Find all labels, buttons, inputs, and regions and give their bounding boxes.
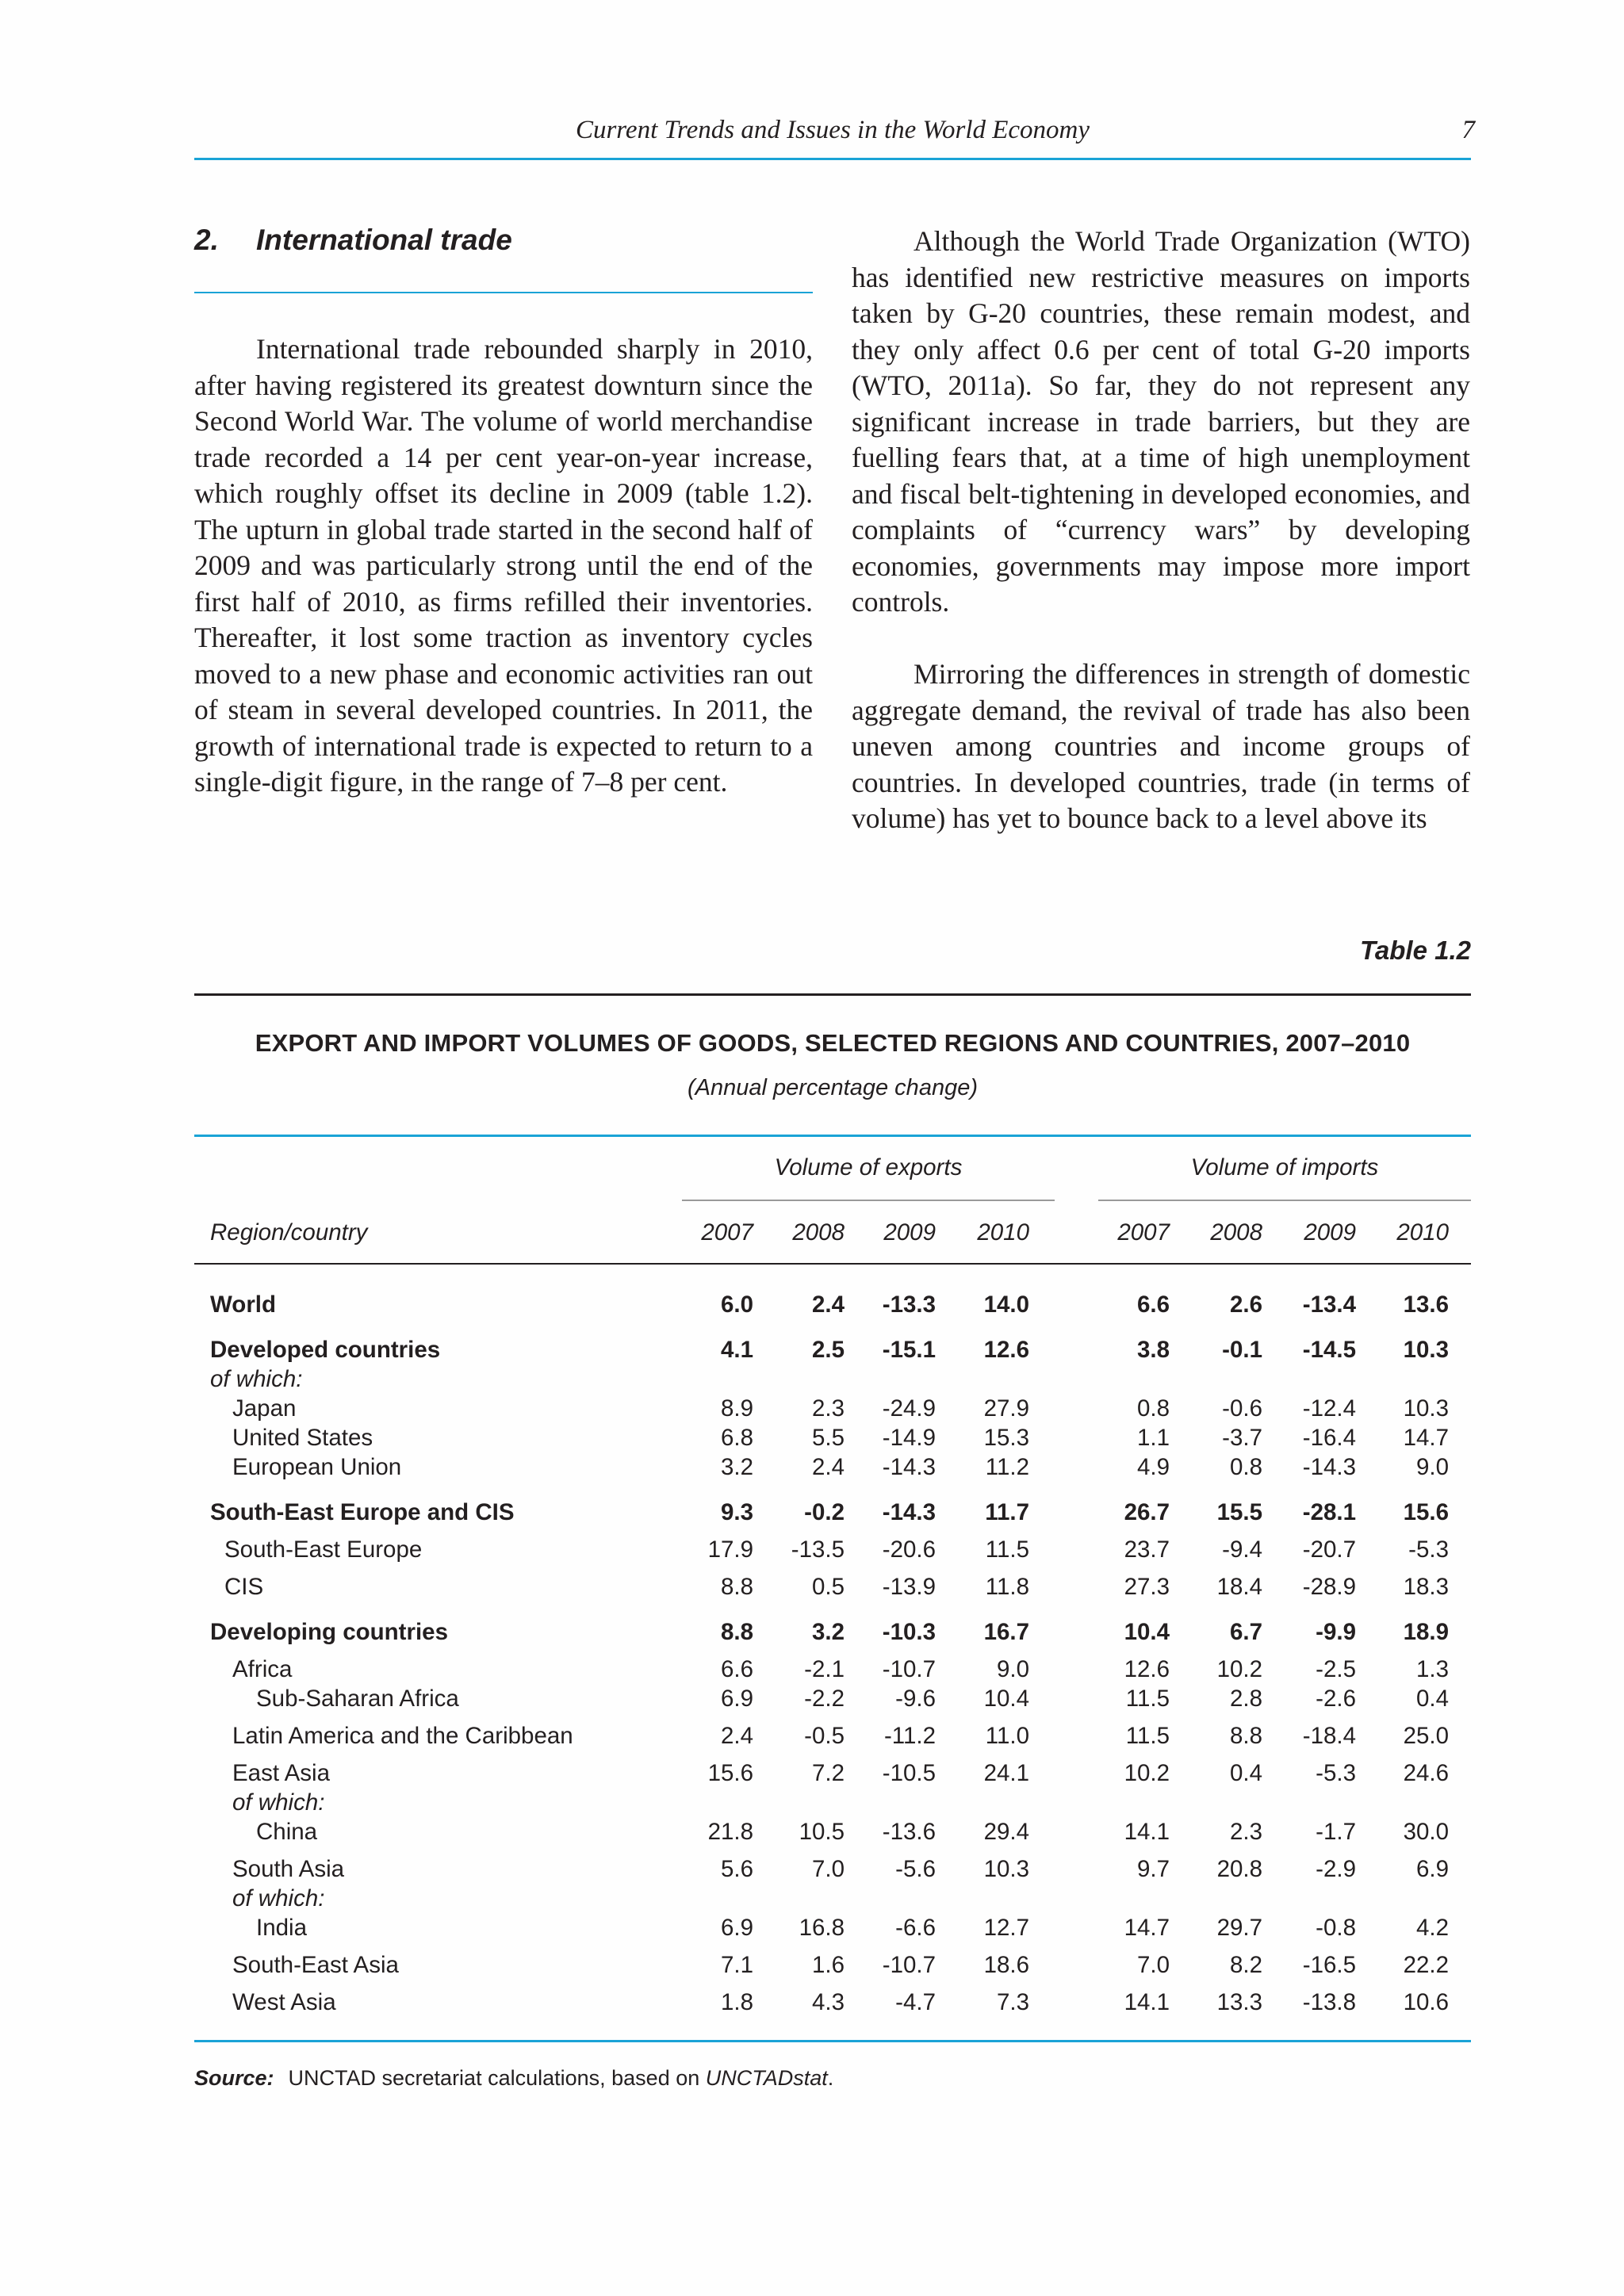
row-label: India: [256, 1915, 307, 1941]
import-value-cell: 10.2: [1124, 1760, 1170, 1786]
export-value-cell: -2.2: [804, 1686, 845, 1712]
section-number: 2.: [194, 224, 219, 256]
import-value-cell: 6.6: [1136, 1292, 1170, 1318]
import-value-cell: -14.3: [1302, 1454, 1356, 1480]
table-label: Table 1.2: [1359, 936, 1471, 965]
year-header: 2009: [1304, 1219, 1356, 1246]
export-value-cell: 11.5: [985, 1536, 1029, 1563]
export-value-cell: -14.3: [882, 1454, 936, 1480]
row-label: Developing countries: [210, 1619, 448, 1645]
import-value-cell: 1.1: [1136, 1425, 1170, 1451]
year-header: 2010: [1396, 1219, 1449, 1246]
export-value-cell: 10.3: [983, 1856, 1029, 1882]
export-value-cell: 10.5: [799, 1819, 845, 1845]
export-value-cell: -20.6: [882, 1536, 936, 1563]
export-value-cell: -0.2: [804, 1499, 845, 1525]
export-value-cell: 2.4: [720, 1723, 753, 1749]
import-value-cell: -2.5: [1316, 1656, 1356, 1682]
export-value-cell: 11.0: [985, 1723, 1029, 1749]
export-value-cell: -2.1: [804, 1656, 845, 1682]
paragraph: International trade rebounded sharply in 2010, after having registered its greatest downturn since the Second World War. The volume of world merchandise trade recorded a 14 per cent year-on-year increase, which roughly offset its decline in 2009 (table 1.2). The upturn in global trade started in the second half of 2009 and was particularly strong until the end of the first half of 2010, as firms refilled their inventories. Thereafter, it lost some traction as inventory cycles moved to a new phase and economic activities ran out of steam in several developed countries. In 2011, the growth of international trade is expected to return to a single-digit figure, in the range of 7–8 per cent.: [194, 333, 813, 798]
source-end: .: [827, 2066, 834, 2090]
export-value-cell: 15.6: [707, 1760, 753, 1786]
page-number: 7: [1461, 116, 1475, 144]
table-title: EXPORT AND IMPORT VOLUMES OF GOODS, SELECTED REGIONS AND COUNTRIES, 2007–2010: [255, 1029, 1411, 1057]
export-value-cell: 8.8: [720, 1574, 753, 1600]
export-value-cell: -13.9: [882, 1574, 936, 1600]
exports-group-header: Volume of exports: [774, 1154, 963, 1181]
export-value-cell: 11.2: [985, 1454, 1029, 1480]
import-value-cell: -20.7: [1302, 1536, 1356, 1563]
import-value-cell: 7.0: [1136, 1952, 1170, 1978]
row-label: United States: [232, 1425, 373, 1451]
table-row: [0, 1454, 1624, 1486]
export-value-cell: 9.3: [720, 1499, 753, 1525]
import-value-cell: -2.9: [1316, 1856, 1356, 1882]
export-value-cell: 6.6: [720, 1656, 753, 1682]
import-value-cell: -16.5: [1302, 1952, 1356, 1978]
paragraph: Mirroring the differences in strength of domestic aggregate demand, the revival of trade has also been uneven among countries and income groups of countries. In developed countries, trade (in terms of volume) has yet to bounce back to a level above its: [852, 658, 1470, 834]
import-value-cell: 9.7: [1136, 1856, 1170, 1882]
import-value-cell: -5.3: [1408, 1536, 1449, 1563]
import-value-cell: 24.6: [1403, 1760, 1449, 1786]
import-value-cell: 29.7: [1216, 1915, 1262, 1941]
import-value-cell: 0.4: [1229, 1760, 1262, 1786]
import-value-cell: 27.3: [1124, 1574, 1170, 1600]
export-value-cell: 14.0: [983, 1292, 1029, 1318]
import-value-cell: -13.4: [1302, 1292, 1356, 1318]
row-label: South-East Europe: [224, 1536, 423, 1563]
export-value-cell: -4.7: [895, 1989, 936, 2015]
row-label: West Asia: [232, 1989, 336, 2015]
export-value-cell: -14.9: [882, 1425, 936, 1451]
import-value-cell: 30.0: [1403, 1819, 1449, 1845]
export-value-cell: -10.7: [882, 1656, 936, 1682]
source-database: UNCTADstat: [705, 2066, 828, 2090]
export-value-cell: 5.6: [720, 1856, 753, 1882]
export-value-cell: -13.5: [791, 1536, 845, 1563]
paragraph: Although the World Trade Organization (WTO) has identified new restrictive measures on imports taken by G-20 countries, these remain modest, and they only affect 0.6 per cent of total G-20 imports (WTO, 2011a). So far, they do not represent any significant increase in trade barriers, but they are fuelling fears that, at a time of high unemployment and fiscal belt-tightening in developed economies, and complaints of “currency wars” by developing economies, governments may impose more import controls.: [852, 225, 1470, 618]
import-value-cell: 12.6: [1124, 1656, 1170, 1682]
table-row: [0, 1656, 1624, 1688]
import-value-cell: -9.4: [1222, 1536, 1262, 1563]
export-value-cell: 7.0: [811, 1856, 845, 1882]
import-value-cell: 0.8: [1136, 1395, 1170, 1422]
import-value-cell: 10.6: [1403, 1989, 1449, 2015]
import-value-cell: 15.5: [1216, 1499, 1262, 1525]
row-label: European Union: [232, 1454, 402, 1480]
import-value-cell: -5.3: [1316, 1760, 1356, 1786]
table-row: [0, 1499, 1624, 1531]
export-value-cell: -13.6: [882, 1819, 936, 1845]
import-value-cell: -2.6: [1316, 1686, 1356, 1712]
import-value-cell: 3.8: [1136, 1337, 1170, 1363]
export-value-cell: 2.5: [811, 1337, 845, 1363]
import-value-cell: -18.4: [1302, 1723, 1356, 1749]
export-value-cell: 6.9: [720, 1915, 753, 1941]
export-value-cell: -10.5: [882, 1760, 936, 1786]
table-row: [0, 1819, 1624, 1850]
year-header: 2007: [701, 1219, 753, 1246]
import-value-cell: 26.7: [1124, 1499, 1170, 1525]
import-value-cell: 8.8: [1229, 1723, 1262, 1749]
row-label: East Asia: [232, 1760, 330, 1786]
export-value-cell: 21.8: [707, 1819, 753, 1845]
export-value-cell: -10.3: [882, 1619, 936, 1645]
import-value-cell: 15.6: [1403, 1499, 1449, 1525]
row-label: South-East Europe and CIS: [210, 1499, 515, 1525]
source-note: [194, 2066, 833, 2091]
import-value-cell: 18.3: [1403, 1574, 1449, 1600]
import-value-cell: 2.3: [1229, 1819, 1262, 1845]
export-value-cell: 6.9: [720, 1686, 753, 1712]
export-value-cell: -15.1: [882, 1337, 936, 1363]
export-value-cell: 9.0: [996, 1656, 1029, 1682]
import-value-cell: 11.5: [1125, 1686, 1170, 1712]
import-value-cell: 14.1: [1124, 1989, 1170, 2015]
of-which-note: of which:: [232, 1789, 325, 1816]
export-value-cell: 16.8: [799, 1915, 845, 1941]
import-value-cell: 0.8: [1229, 1454, 1262, 1480]
import-value-cell: 4.9: [1136, 1454, 1170, 1480]
source-text: UNCTAD secretariat calculations, based on: [288, 2066, 706, 2090]
import-value-cell: 25.0: [1403, 1723, 1449, 1749]
import-value-cell: 2.6: [1229, 1292, 1262, 1318]
table-row: [0, 1574, 1624, 1605]
import-value-cell: 11.5: [1125, 1723, 1170, 1749]
running-head: Current Trends and Issues in the World Economy: [575, 116, 1090, 144]
year-header: 2008: [792, 1219, 845, 1246]
table-row: [0, 1915, 1624, 1946]
table-row: [0, 1619, 1624, 1651]
import-value-cell: -12.4: [1302, 1395, 1356, 1422]
export-value-cell: -0.5: [804, 1723, 845, 1749]
import-value-cell: -28.9: [1302, 1574, 1356, 1600]
import-value-cell: 13.3: [1216, 1989, 1262, 2015]
import-value-cell: 23.7: [1124, 1536, 1170, 1563]
export-value-cell: 24.1: [983, 1760, 1029, 1786]
export-value-cell: 2.4: [811, 1292, 845, 1318]
import-value-cell: 14.7: [1403, 1425, 1449, 1451]
import-value-cell: 18.9: [1403, 1619, 1449, 1645]
table-row: [0, 1686, 1624, 1717]
table-row: [0, 1856, 1624, 1888]
export-value-cell: -14.3: [882, 1499, 936, 1525]
export-value-cell: 3.2: [720, 1454, 753, 1480]
of-which-note: of which:: [210, 1366, 303, 1392]
export-value-cell: -13.3: [882, 1292, 936, 1318]
table-subtitle: (Annual percentage change): [688, 1075, 978, 1100]
export-value-cell: 8.8: [720, 1619, 753, 1645]
import-value-cell: 20.8: [1216, 1856, 1262, 1882]
row-label: Japan: [232, 1395, 297, 1422]
row-label: Latin America and the Caribbean: [232, 1723, 573, 1749]
import-value-cell: -14.5: [1302, 1337, 1356, 1363]
export-value-cell: 7.2: [811, 1760, 845, 1786]
import-value-cell: -16.4: [1302, 1425, 1356, 1451]
export-value-cell: 7.3: [996, 1989, 1029, 2015]
export-value-cell: -6.6: [895, 1915, 936, 1941]
import-value-cell: -0.8: [1316, 1915, 1356, 1941]
import-value-cell: 1.3: [1415, 1656, 1449, 1682]
row-label: South-East Asia: [232, 1952, 399, 1978]
import-value-cell: -0.6: [1222, 1395, 1262, 1422]
export-value-cell: 12.7: [983, 1915, 1029, 1941]
table-row: [0, 1395, 1624, 1427]
row-label: Africa: [232, 1656, 293, 1682]
export-value-cell: -5.6: [895, 1856, 936, 1882]
export-value-cell: 27.9: [983, 1395, 1029, 1422]
export-value-cell: 12.6: [983, 1337, 1029, 1363]
import-value-cell: -9.9: [1316, 1619, 1356, 1645]
import-value-cell: 0.4: [1415, 1686, 1449, 1712]
import-value-cell: -3.7: [1222, 1425, 1262, 1451]
row-label: China: [256, 1819, 318, 1845]
export-value-cell: 18.6: [983, 1952, 1029, 1978]
import-value-cell: 10.3: [1403, 1395, 1449, 1422]
row-label: South Asia: [232, 1856, 345, 1882]
import-value-cell: 22.2: [1403, 1952, 1449, 1978]
export-value-cell: -11.2: [883, 1723, 936, 1749]
export-value-cell: 0.5: [811, 1574, 845, 1600]
import-value-cell: 10.3: [1403, 1337, 1449, 1363]
import-value-cell: 9.0: [1415, 1454, 1449, 1480]
export-value-cell: 2.3: [811, 1395, 845, 1422]
import-value-cell: 13.6: [1403, 1292, 1449, 1318]
export-value-cell: 3.2: [811, 1619, 845, 1645]
section-title: International trade: [256, 224, 512, 256]
region-column-header: Region/country: [210, 1219, 368, 1246]
export-value-cell: 16.7: [983, 1619, 1029, 1645]
import-value-cell: -0.1: [1222, 1337, 1262, 1363]
export-value-cell: -9.6: [895, 1686, 936, 1712]
export-value-cell: 6.8: [720, 1425, 753, 1451]
export-value-cell: 15.3: [983, 1425, 1029, 1451]
import-value-cell: 14.7: [1124, 1915, 1170, 1941]
import-value-cell: 6.7: [1229, 1619, 1262, 1645]
row-label: CIS: [224, 1574, 264, 1600]
year-header: 2007: [1117, 1219, 1170, 1246]
export-value-cell: -10.7: [882, 1952, 936, 1978]
table-row: [0, 1952, 1624, 1984]
row-label: Sub-Saharan Africa: [256, 1686, 459, 1712]
row-label: World: [210, 1292, 277, 1318]
export-value-cell: 6.0: [720, 1292, 753, 1318]
imports-group-header: Volume of imports: [1190, 1154, 1379, 1181]
import-value-cell: -13.8: [1302, 1989, 1356, 2015]
year-header: 2009: [883, 1219, 936, 1246]
export-value-cell: 2.4: [811, 1454, 845, 1480]
of-which-note: of which:: [232, 1885, 325, 1911]
export-value-cell: 17.9: [707, 1536, 753, 1563]
table-row: [0, 1760, 1624, 1792]
table-row: [0, 1989, 1624, 2021]
export-value-cell: 5.5: [811, 1425, 845, 1451]
export-value-cell: 1.6: [811, 1952, 845, 1978]
import-value-cell: 4.2: [1415, 1915, 1449, 1941]
table-row: [0, 1292, 1624, 1323]
row-label: Developed countries: [210, 1337, 441, 1363]
import-value-cell: -1.7: [1316, 1819, 1356, 1845]
export-value-cell: 1.8: [720, 1989, 753, 2015]
year-header: 2008: [1210, 1219, 1262, 1246]
import-value-cell: 14.1: [1124, 1819, 1170, 1845]
table-row: [0, 1425, 1624, 1456]
export-value-cell: 8.9: [720, 1395, 753, 1422]
table-bottom-rule: [194, 2040, 1471, 2042]
export-value-cell: 11.7: [985, 1499, 1029, 1525]
import-value-cell: 10.4: [1124, 1619, 1170, 1645]
table-row: [0, 1536, 1624, 1568]
import-value-cell: 2.8: [1229, 1686, 1262, 1712]
export-value-cell: 7.1: [720, 1952, 753, 1978]
export-value-cell: 4.3: [811, 1989, 845, 2015]
export-value-cell: 11.8: [985, 1574, 1029, 1600]
export-value-cell: 10.4: [983, 1686, 1029, 1712]
export-value-cell: -24.9: [882, 1395, 936, 1422]
year-header: 2010: [977, 1219, 1029, 1246]
export-value-cell: 29.4: [983, 1819, 1029, 1845]
import-value-cell: 8.2: [1229, 1952, 1262, 1978]
import-value-cell: 10.2: [1216, 1656, 1262, 1682]
import-value-cell: 18.4: [1216, 1574, 1262, 1600]
export-value-cell: 4.1: [720, 1337, 753, 1363]
table-row: [0, 1337, 1624, 1368]
table-row: [0, 1723, 1624, 1755]
import-value-cell: 6.9: [1415, 1856, 1449, 1882]
source-label: Source:: [194, 2066, 274, 2090]
import-value-cell: -28.1: [1302, 1499, 1356, 1525]
